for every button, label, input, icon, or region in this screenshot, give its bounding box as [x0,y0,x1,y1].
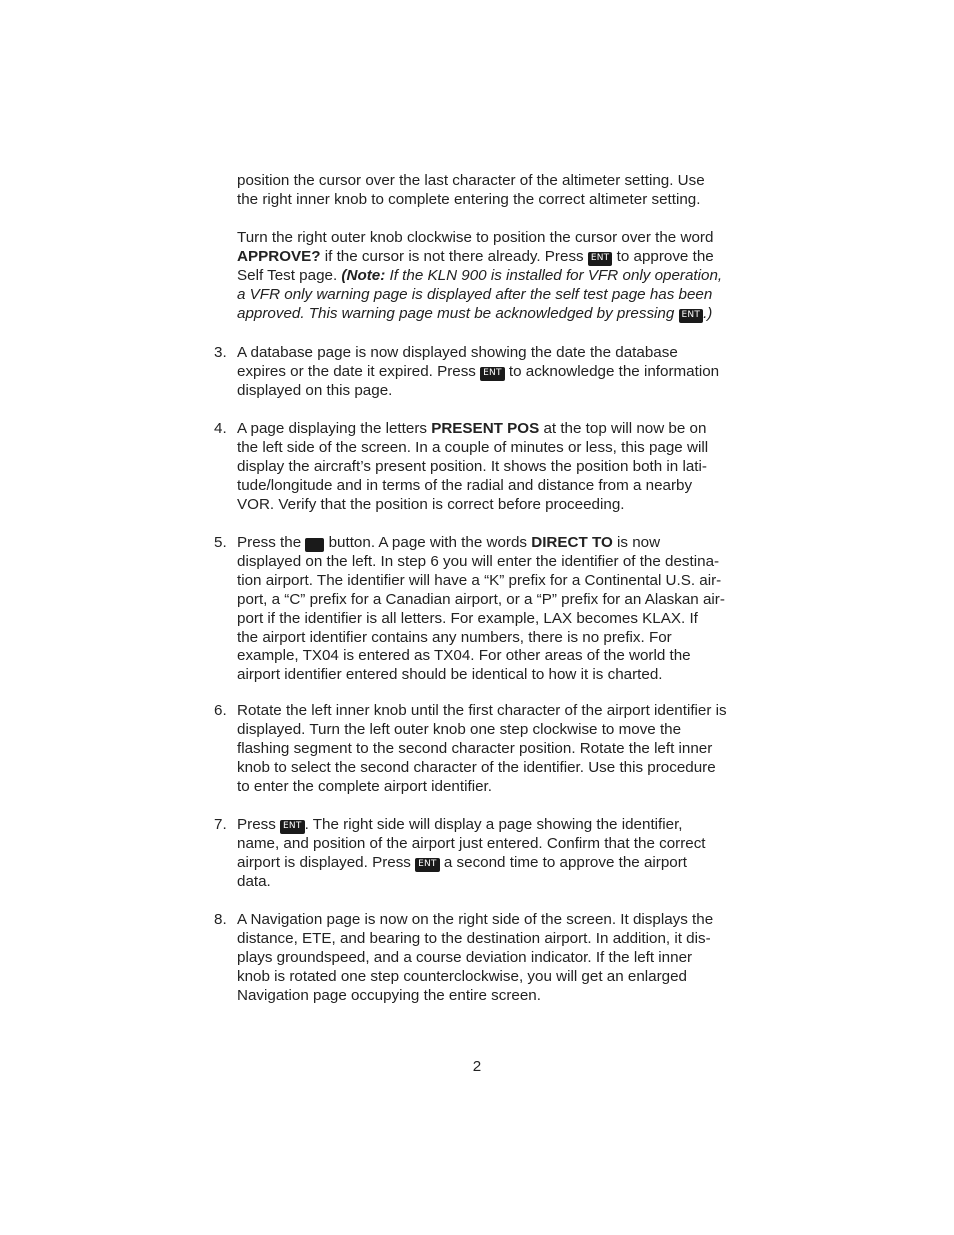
ent-key-icon: ENT [280,820,305,834]
text-line: data. [237,872,271,890]
text-line: port, a “C” prefix for a Canadian airport, or a “P” prefix for an Alaskan air- [237,590,725,608]
text-line: Turn the right outer knob clockwise to position the cursor over the word [237,229,714,246]
step-number: 8. [214,911,227,928]
text-line: displayed. Turn the left outer knob one step clockwise to move the [237,720,682,738]
text-line: distance, ETE, and bearing to the destination airport. In addition, it dis- [237,929,711,947]
text-line: port if the identifier is all letters. For example, LAX becomes KLAX. If [237,609,698,627]
text-line: the right inner knob to complete entering the correct altimeter setting. [237,190,701,208]
note-label: Note: [346,266,386,284]
text-line: knob is rotated one step counterclockwise, you will get an enlarged [237,967,687,985]
text-line: approved. This warning page must be acknowledged by pressing ENT .) [237,304,713,322]
text-line: plays groundspeed, and a course deviation indicator. If the left inner [237,948,693,966]
ent-key-icon: ENT [679,309,704,323]
text-line: expires or the date it expired. Press ENT to acknowledge the information [237,362,720,380]
ent-key-icon: ENT [415,858,440,872]
text-line: A database page is now displayed showing the date the database [237,344,678,361]
text-line: A page displaying the letters PRESENT POS at the top will now be on [237,420,707,437]
text-line: Navigation page occupying the entire screen. [237,986,541,1004]
step-number: 3. [214,344,227,361]
text-line: VOR. Verify that the position is correct before proceeding. [237,495,625,513]
text-line: displayed on this page. [237,381,393,399]
text-line: Self Test page. (Note: If the KLN 900 is installed for VFR only operation, [237,266,723,284]
present-pos-keyword: PRESENT POS [431,420,540,437]
text-line: name, and position of the airport just entered. Confirm that the correct [237,834,706,852]
text-line: the airport identifier contains any numbers, there is no prefix. For [237,628,672,646]
step-8 [214,911,737,1006]
step-3 [214,344,737,401]
approve-keyword: APPROVE? [237,247,321,265]
step-4 [214,420,737,515]
ent-key-icon: ENT [588,252,613,266]
direct-to-key-icon [305,538,324,552]
text-line: to enter the complete airport identifier. [237,777,492,795]
text-line: airport is displayed. Press ENT a second time to approve the airport [237,853,688,871]
step-6 [214,702,737,797]
text-line: a VFR only warning page is displayed after the self test page has been [237,285,713,303]
page-number: 2 [472,1058,482,1075]
text-line: tion airport. The identifier will have a “K” prefix for a Continental U.S. air- [237,571,722,589]
step-number: 7. [214,816,227,833]
text-line: position the cursor over the last character of the altimeter setting. Use [237,172,705,189]
text-line: tude/longitude and in terms of the radial and distance from a nearby [237,476,693,494]
text-line: example, TX04 is entered as TX04. For other areas of the world the [237,647,691,665]
text-line: displayed on the left. In step 6 you will enter the identifier of the destina- [237,552,720,570]
step-number: 4. [214,420,227,437]
ent-key-icon: ENT [480,367,505,381]
text-line: display the aircraft’s present position. It shows the position both in lati- [237,457,707,475]
text-line: APPROVE? if the cursor is not there already. Press ENT to approve the [237,247,714,265]
text-line: airport identifier entered should be identical to how it is charted. [237,666,663,684]
text-line: the left side of the screen. In a couple of minutes or less, this page will [237,438,709,456]
intro-paragraph-1 [237,172,737,210]
step-5 [214,534,737,685]
direct-to-keyword: DIRECT TO [531,534,613,551]
text-line: Press the button. A page with the words DIRECT TO is now [237,534,661,551]
step-number: 5. [214,534,227,551]
step-number: 6. [214,702,227,719]
text-line: A Navigation page is now on the right side of the screen. It displays the [237,911,714,928]
text-line: Press ENT . The right side will display a page showing the identifier, [237,816,683,833]
text-line: Rotate the left inner knob until the first character of the airport identifier is [237,702,727,719]
step-7 [214,816,737,892]
intro-paragraph-2 [237,229,737,324]
text-line: flashing segment to the second character position. Rotate the left inner [237,739,713,757]
text-line: knob to select the second character of the identifier. Use this procedure [237,758,716,776]
